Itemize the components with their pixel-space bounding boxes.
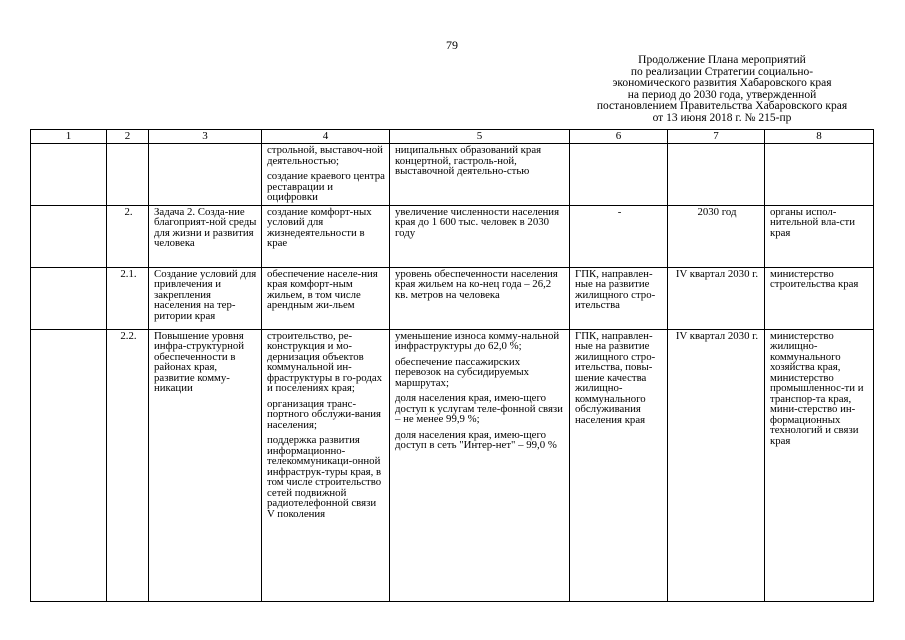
header-cell: 8: [765, 130, 874, 144]
caption-line: по реализации Стратегии социально-: [630, 65, 814, 78]
header-row: [31, 130, 874, 144]
indicator-item: уменьшение износа комму-нальной инфраструктуры до 62,0 %;: [395, 329, 560, 352]
measure-item: поддержка развития информационно-телекоммуникаци-онной инфраструк-туры края, в том числе строительство сетей подвижной радиотелефонной связи V поколения: [267, 434, 382, 520]
task-cell: Задача 2. Созда-ние благоприят-ной среды для жизни и развития человека: [149, 205, 262, 267]
task-cell: [149, 144, 262, 206]
row-number: 2.: [107, 205, 149, 267]
measure-item: обеспечение населе-ния края комфорт-ным жильем, в том числе арендным жи-льем: [267, 267, 378, 311]
empty-cell: [31, 205, 107, 267]
caption-line: постановлением Правительства Хабаровского края: [596, 100, 848, 112]
indicator-item: ниципальных образований края концертной, гастроль-ной, выставочной деятельно-стью: [395, 144, 542, 177]
document-caption: [572, 55, 872, 124]
indicator-item: обеспечение пассажирских перевозок на субсидируемых маршрутах;: [395, 355, 530, 389]
row-number: 2.2.: [107, 329, 149, 601]
header-cell: 6: [570, 130, 668, 144]
indicators-cell: [390, 329, 570, 601]
empty-cell: [31, 144, 107, 206]
page-number: 79: [446, 38, 458, 52]
source-cell: ГПК, направлен-ные на развитие жилищного стро-ительства, повы-шение качества жилищно-коммунального обслуживания населения края: [570, 329, 668, 601]
executor-cell: [765, 144, 874, 206]
header-cell: 1: [31, 130, 107, 144]
caption-line: от 13 июня 2018 г. № 215-пр: [652, 111, 792, 124]
executor-cell: органы испол-нительной вла-сти края: [765, 205, 874, 267]
indicator-item: доля населения края, имею-щего доступ к услугам теле-фонной связи – не менее 99,9 %;: [395, 392, 563, 425]
table-row: [31, 144, 874, 206]
task-cell: Создание условий для привлечения и закрепления населения на тер-ритории края: [149, 267, 262, 329]
measure-item: создание краевого центра реставрации и оцифровки: [267, 170, 385, 203]
indicators-cell: [390, 205, 570, 267]
header-cell: 2: [107, 130, 149, 144]
indicator-item: уровень обеспеченности населения края жильем на ко-нец года – 26,2 кв. метров на человека: [395, 267, 558, 301]
source-cell: ГПК, направлен-ные на развитие жилищного стро-ительства: [570, 267, 668, 329]
table-row: [31, 329, 874, 601]
measure-item: организация транс-портного обслужи-вания населения;: [267, 397, 382, 431]
measures-cell: [262, 144, 390, 206]
empty-cell: [31, 267, 107, 329]
row-number: [107, 144, 149, 206]
indicator-item: доля населения края, имею-щего доступ в сеть "Интер-нет" – 99,0 %: [395, 428, 557, 451]
header-cell: 5: [390, 130, 570, 144]
table-row: [31, 267, 874, 329]
measures-cell: [262, 329, 390, 601]
indicators-cell: [390, 267, 570, 329]
source-cell: -: [570, 205, 668, 267]
header-cell: 4: [262, 130, 390, 144]
header-cell: 7: [668, 130, 765, 144]
caption-line: Продолжение Плана мероприятий: [638, 54, 806, 66]
executor-cell: министерство жилищно-коммунального хозяйства края, министерство промышленнос-ти и транспор-та края, мини-стерство ин-формационных технологий и связи края: [765, 329, 874, 601]
measures-cell: [262, 205, 390, 267]
caption-line: экономического развития Хабаровского края: [612, 77, 832, 89]
measure-item: строительство, ре-конструкция и мо-дернизация объектов коммунальной ин-фраструктуры в го-родах и поселениях края;: [267, 329, 383, 394]
indicator-item: увеличение численности населения края до 1 600 тыс. человек в 2030 году: [395, 205, 560, 239]
measure-item: строльной, выставоч-ной деятельностью;: [267, 144, 383, 167]
table-row: [31, 205, 874, 267]
deadline-cell: [668, 144, 765, 206]
header-cell: 3: [149, 130, 262, 144]
plan-table: [30, 129, 874, 602]
measures-cell: [262, 267, 390, 329]
empty-cell: [31, 329, 107, 601]
caption-line: на период до 2030 года, утвержденной: [627, 88, 817, 101]
deadline-cell: IV квартал 2030 г.: [668, 329, 765, 601]
source-cell: [570, 144, 668, 206]
indicators-cell: [390, 144, 570, 206]
deadline-cell: 2030 год: [668, 205, 765, 267]
measure-item: создание комфорт-ных условий для жизнедеятельности в крае: [267, 205, 372, 249]
deadline-cell: IV квартал 2030 г.: [668, 267, 765, 329]
row-number: 2.1.: [107, 267, 149, 329]
task-cell: Повышение уровня инфра-структурной обеспеченности в районах края, развитие комму-никации: [149, 329, 262, 601]
executor-cell: министерство строительства края: [765, 267, 874, 329]
